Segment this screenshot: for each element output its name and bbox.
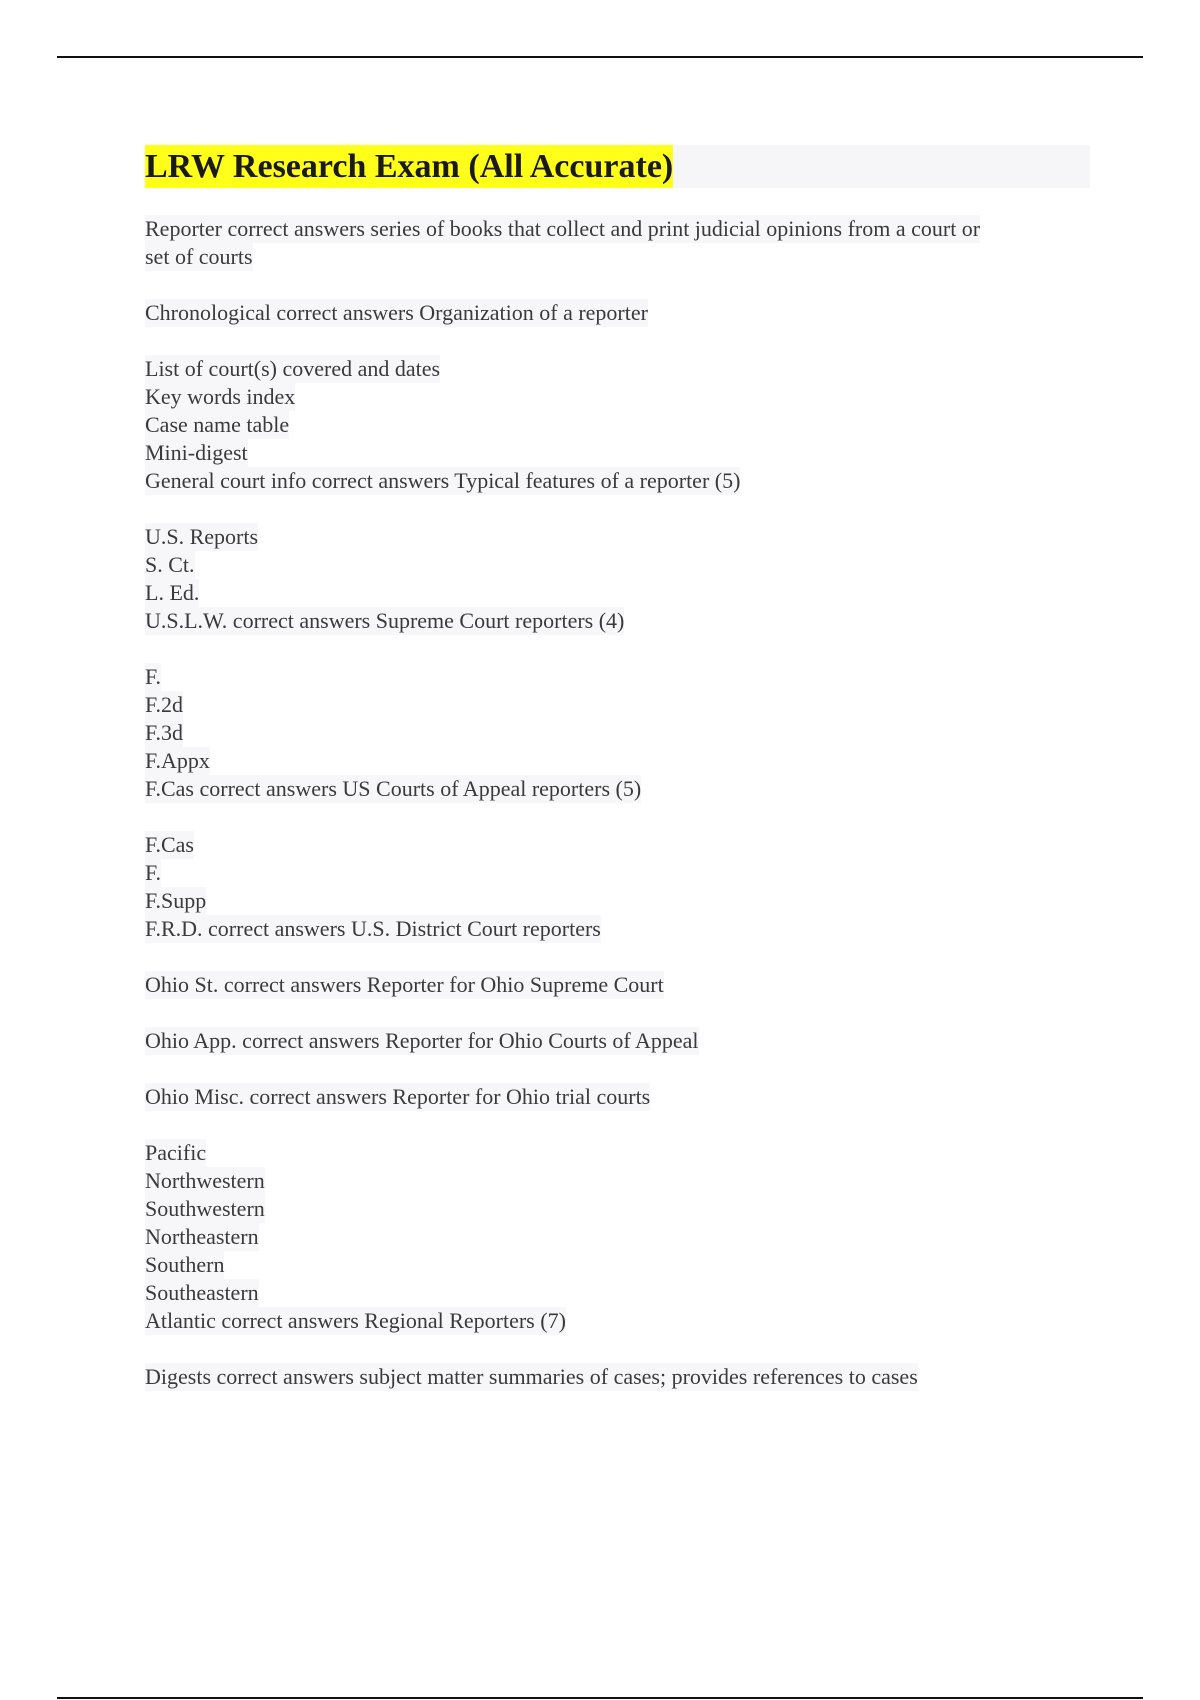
header-rule xyxy=(57,56,1143,58)
qa-line: F.Cas xyxy=(145,832,194,857)
qa-line: Reporter correct answers series of books that collect and print judicial opinions from a court or xyxy=(145,216,981,241)
qa-line: Ohio St. correct answers Reporter for Ohio Supreme Court xyxy=(145,972,664,997)
qa-block-supreme-court xyxy=(145,523,1090,635)
qa-line: Northwestern xyxy=(145,1168,265,1193)
document-title: LRW Research Exam (All Accurate) xyxy=(145,145,673,188)
qa-line: F.3d xyxy=(145,720,183,745)
qa-line: General court info correct answers Typical features of a reporter (5) xyxy=(145,468,741,493)
qa-line: Southern xyxy=(145,1252,225,1277)
qa-line: U.S. Reports xyxy=(145,524,259,549)
qa-line: F. xyxy=(145,664,161,689)
qa-block-chronological xyxy=(145,299,1090,327)
qa-line: U.S.L.W. correct answers Supreme Court reporters (4) xyxy=(145,608,625,633)
qa-line: Case name table xyxy=(145,412,290,437)
qa-line: Chronological correct answers Organization of a reporter xyxy=(145,300,648,325)
qa-line: L. Ed. xyxy=(145,580,200,605)
qa-line: Ohio App. correct answers Reporter for Ohio Courts of Appeal xyxy=(145,1028,699,1053)
footer-rule xyxy=(57,1697,1143,1699)
qa-line: Northeastern xyxy=(145,1224,259,1249)
qa-block-ohio-app xyxy=(145,1027,1090,1055)
qa-line: Atlantic correct answers Regional Reporters (7) xyxy=(145,1308,566,1333)
qa-line: Key words index xyxy=(145,384,296,409)
qa-line: F.2d xyxy=(145,692,183,717)
qa-line: F.R.D. correct answers U.S. District Court reporters xyxy=(145,916,601,941)
qa-block-reporter-features xyxy=(145,355,1090,495)
qa-block-digests xyxy=(145,1363,1090,1391)
qa-line: List of court(s) covered and dates xyxy=(145,356,441,381)
qa-line: Southeastern xyxy=(145,1280,259,1305)
qa-line: F.Appx xyxy=(145,748,210,773)
qa-line: set of courts xyxy=(145,244,253,269)
qa-block-reporter xyxy=(145,215,1090,271)
qa-line: Ohio Misc. correct answers Reporter for Ohio trial courts xyxy=(145,1084,651,1109)
qa-line: Digests correct answers subject matter summaries of cases; provides references to cases xyxy=(145,1364,918,1389)
qa-line: F.Supp xyxy=(145,888,207,913)
qa-line: S. Ct. xyxy=(145,552,195,577)
qa-block-ohio-misc xyxy=(145,1083,1090,1111)
qa-block-district-court xyxy=(145,831,1090,943)
qa-line: F.Cas correct answers US Courts of Appeal reporters (5) xyxy=(145,776,642,801)
qa-list xyxy=(145,215,1090,1419)
qa-block-regional-reporters xyxy=(145,1139,1090,1335)
qa-line: F. xyxy=(145,860,161,885)
qa-line: Mini-digest xyxy=(145,440,248,465)
qa-block-courts-of-appeal xyxy=(145,663,1090,803)
qa-block-ohio-st xyxy=(145,971,1090,999)
qa-line: Pacific xyxy=(145,1140,207,1165)
qa-line: Southwestern xyxy=(145,1196,265,1221)
